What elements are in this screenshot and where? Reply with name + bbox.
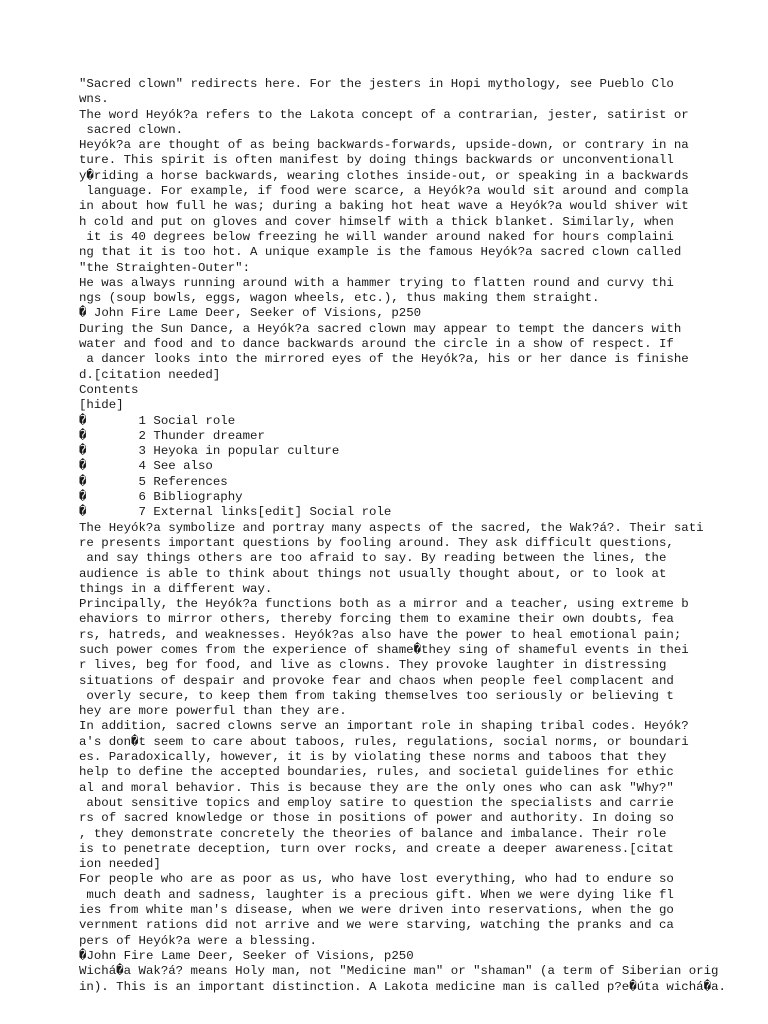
text-line: hey are more powerful than they are. xyxy=(79,704,347,719)
text-line: In addition, sacred clowns serve an important role in shaping tribal codes. Heyók? xyxy=(79,719,689,734)
text-line: water and food and to dance backwards around the circle in a show of respect. If xyxy=(79,337,674,352)
text-line: The Heyók?a symbolize and portray many aspects of the sacred, the Wak?á?. Their sati xyxy=(79,520,704,535)
text-line: � 4 See also xyxy=(79,459,213,474)
text-line: in about how full he was; during a baking hot heat wave a Heyók?a would shiver wit xyxy=(79,199,689,214)
text-line: � 2 Thunder dreamer xyxy=(79,428,265,443)
text-line: ion needed] xyxy=(79,857,161,872)
text-line: [hide] xyxy=(79,398,124,413)
text-line: For people who are as poor as us, who have lost everything, who had to endure so xyxy=(79,872,674,887)
text-line: Principally, the Heyók?a functions both as a mirror and a teacher, using extreme b xyxy=(79,597,689,612)
text-line: pers of Heyók?a were a blessing. xyxy=(79,933,317,948)
text-line: situations of despair and provoke fear and chaos when people feel complacent and xyxy=(79,673,674,688)
text-line: a dancer looks into the mirrored eyes of the Heyók?a, his or her dance is finishe xyxy=(79,352,689,367)
text-line: re presents important questions by fooling around. They ask difficult questions, xyxy=(79,535,674,550)
text-line: He was always running around with a hammer trying to flatten round and curvy thi xyxy=(79,275,674,290)
text-line: ture. This spirit is often manifest by doing things backwards or unconventionall xyxy=(79,153,674,168)
text-line: such power comes from the experience of shame�they sing of shameful events in thei xyxy=(79,642,689,657)
text-line: help to define the accepted boundaries, rules, and societal guidelines for ethic xyxy=(79,765,674,780)
text-line: ngs (soup bowls, eggs, wagon wheels, etc.), thus making them straight. xyxy=(79,291,600,306)
text-line: � 7 External links[edit] Social role xyxy=(79,505,392,520)
text-line: "Sacred clown" redirects here. For the jesters in Hopi mythology, see Pueblo Clo xyxy=(79,77,674,91)
text-line: � 5 References xyxy=(79,474,228,489)
text-line: al and moral behavior. This is because they are the only ones who can ask "Why?" xyxy=(79,780,674,795)
text-line: � 1 Social role xyxy=(79,413,236,428)
text-line: is to penetrate deception, turn over rocks, and create a deeper awareness.[citat xyxy=(79,841,674,856)
text-line: language. For example, if food were scarce, a Heyók?a would sit around and compla xyxy=(79,184,689,199)
text-line: � 6 Bibliography xyxy=(79,490,243,505)
text-line: During the Sun Dance, a Heyók?a sacred clown may appear to tempt the dancers with xyxy=(79,321,682,336)
text-line: ies from white man's disease, when we were driven into reservations, when the go xyxy=(79,903,674,918)
text-line: , they demonstrate concretely the theories of balance and imbalance. Their role xyxy=(79,826,667,841)
text-line: es. Paradoxically, however, it is by violating these norms and taboos that they xyxy=(79,750,667,765)
text-line: "the Straighten-Outer": xyxy=(79,260,251,275)
text-line: h cold and put on gloves and cover himself with a thick blanket. Similarly, when xyxy=(79,214,674,229)
text-line: Wichá�a Wak?á? means Holy man, not "Medicine man" or "shaman" (a term of Siberian orig xyxy=(79,964,719,979)
text-line: �John Fire Lame Deer, Seeker of Visions, p250 xyxy=(79,948,414,963)
text-line: d.[citation needed] xyxy=(79,367,221,382)
text-line: sacred clown. xyxy=(79,122,184,137)
text-line: it is 40 degrees below freezing he will wander around naked for hours complaini xyxy=(79,229,674,244)
text-line: rs, hatreds, and weaknesses. Heyók?as also have the power to heal emotional pain; xyxy=(79,627,682,642)
text-line: The word Heyók?a refers to the Lakota concept of a contrarian, jester, satirist or xyxy=(79,107,689,122)
text-line: a's don�t seem to care about taboos, rules, regulations, social norms, or boundari xyxy=(79,734,689,749)
text-line: ng that it is too hot. A unique example is the famous Heyók?a sacred clown called xyxy=(79,245,682,260)
text-line: things in a different way. xyxy=(79,581,273,596)
document-body xyxy=(79,77,759,995)
text-line: in). This is an important distinction. A Lakota medicine man is called p?e�úta wichá�a. xyxy=(79,979,726,994)
text-line: wns. xyxy=(79,92,109,107)
text-line: Heyók?a are thought of as being backwards-forwards, upside-down, or contrary in na xyxy=(79,138,689,153)
text-line: � John Fire Lame Deer, Seeker of Visions, p250 xyxy=(79,306,422,321)
text-line: vernment rations did not arrive and we were starving, watching the pranks and ca xyxy=(79,918,674,933)
text-line: about sensitive topics and employ satire to question the specialists and carrie xyxy=(79,795,674,810)
text-line: Contents xyxy=(79,382,139,397)
text-line: r lives, beg for food, and live as clowns. They provoke laughter in distressing xyxy=(79,658,667,673)
text-line: and say things others are too afraid to say. By reading between the lines, the xyxy=(79,551,667,566)
text-line: y�riding a horse backwards, wearing clothes inside-out, or speaking in a backwards xyxy=(79,168,689,183)
text-line: audience is able to think about things not usually thought about, or to look at xyxy=(79,566,667,581)
text-line: overly secure, to keep them from taking themselves too seriously or believing t xyxy=(79,688,674,703)
text-line: much death and sadness, laughter is a precious gift. When we were dying like fl xyxy=(79,887,674,902)
text-line: ehaviors to mirror others, thereby forcing them to examine their own doubts, fea xyxy=(79,612,674,627)
text-line: rs of sacred knowledge or those in positions of power and authority. In doing so xyxy=(79,811,674,826)
text-line: � 3 Heyoka in popular culture xyxy=(79,444,340,459)
